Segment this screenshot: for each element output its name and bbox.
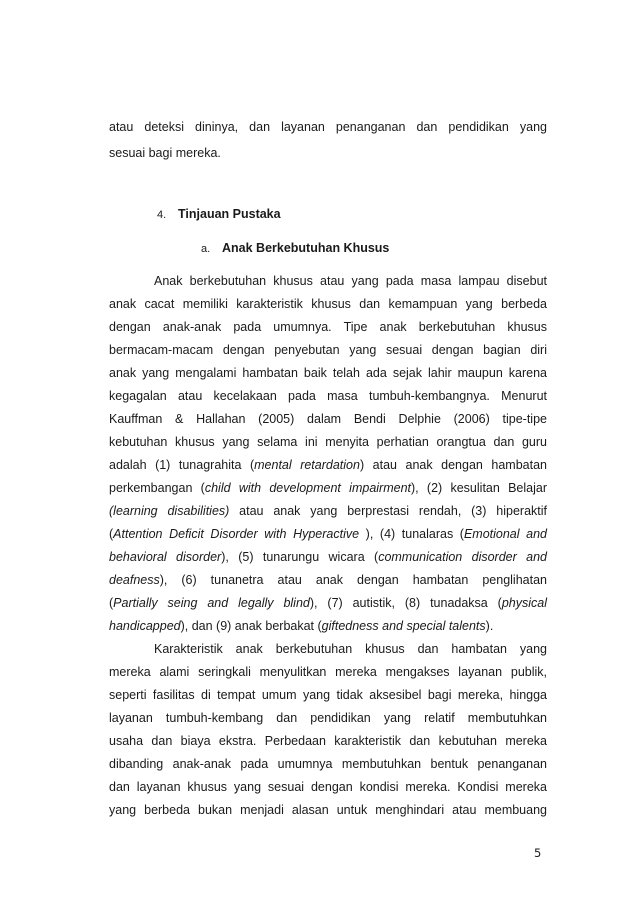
page-number: 5 bbox=[534, 846, 542, 860]
italic-term: Emotional and bbox=[463, 527, 547, 541]
para1-line: dengan anak-anak pada umumnya. Tipe anak berkebutuhan khusus bbox=[109, 320, 547, 334]
text-run: ( bbox=[109, 596, 114, 610]
para1-line bbox=[109, 500, 547, 523]
para1-line: bermacam-macam dengan penyebutan yang sesuai dengan bagian diri bbox=[109, 343, 547, 357]
para2-line: seperti fasilitas di tempat umum yang tidak aksesibel bagi mereka, hingga bbox=[109, 688, 547, 702]
text-run: ) atau anak dengan hambatan bbox=[359, 458, 547, 472]
para1-line: anak yang mengalami hambatan baik telah ada sejak lahir maupun karena bbox=[109, 366, 547, 380]
text-run: ), dan (9) anak berbakat ( bbox=[180, 619, 322, 633]
section-number: 4. bbox=[157, 209, 167, 221]
para1-line bbox=[109, 569, 547, 592]
text-run: atau anak yang berprestasi rendah, (3) hiperaktif bbox=[229, 504, 547, 518]
italic-term: communication disorder and bbox=[378, 550, 548, 564]
para1-line bbox=[109, 592, 547, 615]
para2-line: usaha dan biaya ekstra. Perbedaan karakteristik dan kebutuhan mereka bbox=[109, 734, 547, 748]
para2-line: yang berbeda bukan menjadi alasan untuk menghindari atau membuang bbox=[109, 803, 547, 817]
para1-line bbox=[109, 523, 547, 546]
para1-line bbox=[109, 454, 547, 477]
italic-term: physical bbox=[501, 596, 547, 610]
text-run: ), (2) kesulitan Belajar bbox=[411, 481, 548, 495]
text-run: ), (7) autistik, (8) tunadaksa ( bbox=[309, 596, 502, 610]
text-run: ). bbox=[485, 619, 494, 633]
italic-term: mental retardation bbox=[254, 458, 360, 472]
italic-term: behavioral disorder bbox=[109, 550, 222, 564]
italic-term: Partially seing and legally blind bbox=[113, 596, 310, 610]
italic-term: handicapped bbox=[109, 619, 181, 633]
para2-line: Karakteristik anak berkebutuhan khusus dan hambatan yang bbox=[154, 642, 547, 656]
para2-line: dibanding anak-anak pada umumnya membutuhkan bentuk penanganan bbox=[109, 757, 547, 771]
italic-term: child with development impairment bbox=[204, 481, 412, 495]
para1-line bbox=[109, 477, 547, 500]
intro-paragraph bbox=[109, 116, 547, 165]
text-run: ), (4) tunalaras ( bbox=[365, 527, 464, 541]
para1-line: kebutuhan khusus yang selama ini menyita perhatian orangtua dan guru bbox=[109, 435, 547, 449]
para1-line bbox=[109, 546, 547, 569]
para1-line: kegagalan atau kecelakaan pada masa tumbuh-kembangnya. Menurut bbox=[109, 389, 547, 403]
para1-line: Kauffman & Hallahan (2005) dalam Bendi Delphie (2006) tipe-tipe bbox=[109, 412, 547, 426]
paragraph-2 bbox=[109, 638, 547, 822]
intro-line-2: sesuai bagi mereka. bbox=[109, 146, 221, 160]
italic-term: (learning disabilities) bbox=[109, 504, 230, 518]
para2-line: layanan tumbuh-kembang dan pendidikan yang relatif membutuhkan bbox=[109, 711, 547, 725]
text-run: perkembangan ( bbox=[109, 481, 205, 495]
italic-term: deafness bbox=[109, 573, 160, 587]
text-run: ), (5) tunarungu wicara ( bbox=[221, 550, 379, 564]
text-run: ), (6) tunanetra atau anak dengan hambatan penglihatan bbox=[159, 573, 547, 587]
para1-line: Anak berkebutuhan khusus atau yang pada masa lampau disebut bbox=[154, 274, 547, 288]
italic-term: giftedness and special talents bbox=[321, 619, 486, 633]
italic-term: Attention Deficit Disorder with Hyperactive bbox=[113, 527, 366, 541]
para2-line: dan layanan khusus yang sesuai dengan kondisi mereka. Kondisi mereka bbox=[109, 780, 547, 794]
subsection-title: Anak Berkebutuhan Khusus bbox=[222, 241, 390, 255]
intro-line-1: atau deteksi dininya, dan layanan penanganan dan pendidikan yang bbox=[109, 120, 547, 134]
paragraph-1 bbox=[109, 270, 547, 638]
subsection-letter: a. bbox=[201, 243, 211, 255]
para1-line bbox=[109, 615, 547, 638]
section-title: Tinjauan Pustaka bbox=[178, 207, 281, 221]
para2-line: mereka alami seringkali menyulitkan mereka mengakses layanan publik, bbox=[109, 665, 547, 679]
text-run: ( bbox=[109, 527, 114, 541]
text-run: adalah (1) tunagrahita ( bbox=[109, 458, 255, 472]
para1-line: anak cacat memiliki karakteristik khusus dan kemampuan yang berbeda bbox=[109, 297, 547, 311]
